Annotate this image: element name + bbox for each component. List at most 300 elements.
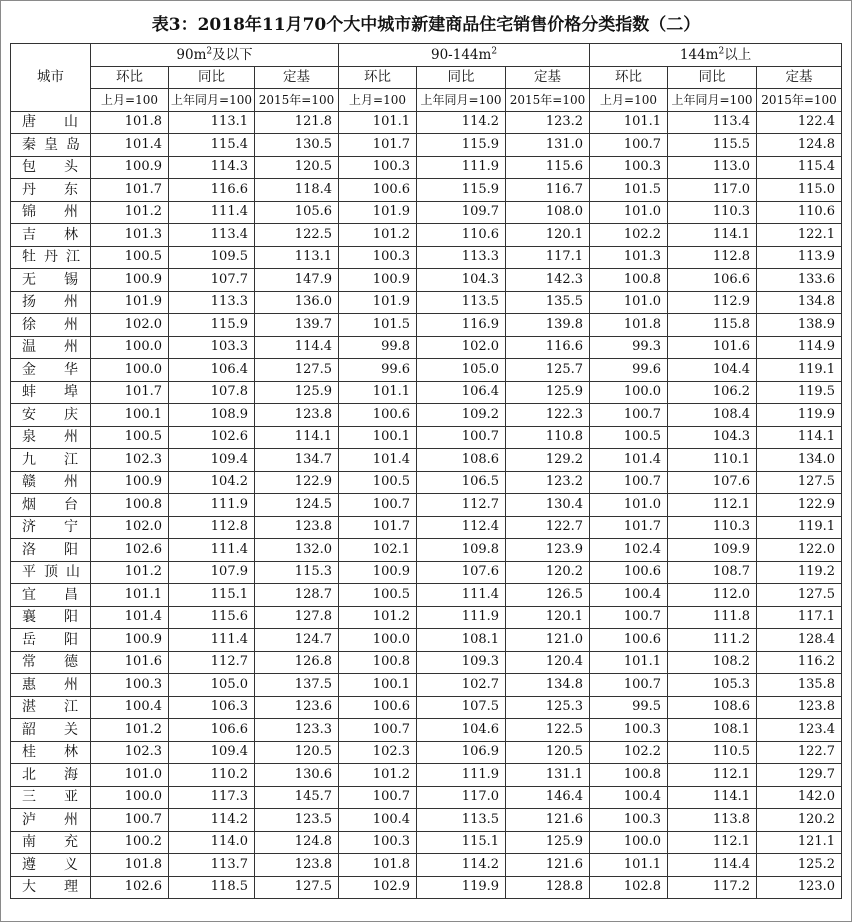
index-value-cell: 117.3 xyxy=(169,786,255,809)
index-value-cell: 134.0 xyxy=(757,449,842,472)
city-cell: 金华 xyxy=(11,359,91,382)
index-value-cell: 100.4 xyxy=(590,786,668,809)
index-value-cell: 113.3 xyxy=(417,246,506,269)
index-value-cell: 106.5 xyxy=(417,471,506,494)
index-value-cell: 112.1 xyxy=(668,494,757,517)
index-value-cell: 101.5 xyxy=(339,314,417,337)
index-value-cell: 120.1 xyxy=(506,606,590,629)
index-value-cell: 114.2 xyxy=(169,809,255,832)
index-value-cell: 114.1 xyxy=(255,426,339,449)
index-value-cell: 117.1 xyxy=(757,606,842,629)
city-cell: 惠州 xyxy=(11,674,91,697)
index-value-cell: 102.0 xyxy=(91,314,169,337)
index-value-cell: 111.9 xyxy=(169,494,255,517)
index-value-cell: 101.7 xyxy=(339,134,417,157)
index-value-cell: 134.7 xyxy=(255,449,339,472)
index-value-cell: 129.7 xyxy=(757,764,842,787)
index-value-cell: 100.0 xyxy=(590,831,668,854)
index-value-cell: 119.1 xyxy=(757,516,842,539)
index-value-cell: 100.5 xyxy=(91,246,169,269)
index-value-cell: 127.5 xyxy=(255,359,339,382)
index-value-cell: 122.7 xyxy=(506,516,590,539)
price-index-table xyxy=(10,43,842,899)
index-value-cell: 100.3 xyxy=(91,674,169,697)
index-value-cell: 110.1 xyxy=(668,449,757,472)
index-value-cell: 145.7 xyxy=(255,786,339,809)
city-cell: 扬州 xyxy=(11,291,91,314)
index-value-cell: 102.2 xyxy=(590,741,668,764)
index-value-cell: 99.6 xyxy=(590,359,668,382)
index-value-cell: 100.9 xyxy=(91,156,169,179)
index-value-cell: 121.0 xyxy=(506,629,590,652)
index-value-cell: 100.5 xyxy=(91,426,169,449)
index-value-cell: 100.9 xyxy=(339,269,417,292)
city-cell: 吉林 xyxy=(11,224,91,247)
index-value-cell: 106.4 xyxy=(169,359,255,382)
table-row xyxy=(11,696,842,719)
table-row xyxy=(11,314,842,337)
table-row xyxy=(11,224,842,247)
base-header-prev-month: 上月=100 xyxy=(339,89,417,112)
index-value-cell: 101.1 xyxy=(590,651,668,674)
index-value-cell: 107.7 xyxy=(169,269,255,292)
index-value-cell: 139.7 xyxy=(255,314,339,337)
index-value-cell: 99.5 xyxy=(590,696,668,719)
index-value-cell: 114.1 xyxy=(668,224,757,247)
index-value-cell: 114.9 xyxy=(757,336,842,359)
city-cell: 岳阳 xyxy=(11,629,91,652)
index-value-cell: 101.2 xyxy=(91,719,169,742)
table-row xyxy=(11,201,842,224)
table-row xyxy=(11,786,842,809)
index-value-cell: 120.1 xyxy=(506,224,590,247)
index-value-cell: 101.8 xyxy=(339,854,417,877)
index-value-cell: 126.8 xyxy=(255,651,339,674)
table-row xyxy=(11,336,842,359)
index-value-cell: 107.6 xyxy=(417,561,506,584)
city-cell: 宜昌 xyxy=(11,584,91,607)
index-value-cell: 101.6 xyxy=(668,336,757,359)
index-value-cell: 101.9 xyxy=(339,291,417,314)
index-value-cell: 100.0 xyxy=(91,336,169,359)
index-value-cell: 131.1 xyxy=(506,764,590,787)
index-value-cell: 100.5 xyxy=(590,426,668,449)
index-value-cell: 123.6 xyxy=(255,696,339,719)
index-value-cell: 121.8 xyxy=(255,111,339,134)
index-value-cell: 137.5 xyxy=(255,674,339,697)
index-value-cell: 111.8 xyxy=(668,606,757,629)
index-value-cell: 116.6 xyxy=(169,179,255,202)
index-value-cell: 106.3 xyxy=(169,696,255,719)
index-value-cell: 102.1 xyxy=(339,539,417,562)
city-cell: 泸州 xyxy=(11,809,91,832)
index-value-cell: 106.2 xyxy=(668,381,757,404)
index-value-cell: 100.1 xyxy=(339,674,417,697)
index-value-cell: 139.8 xyxy=(506,314,590,337)
index-value-cell: 122.7 xyxy=(757,741,842,764)
index-value-cell: 101.0 xyxy=(590,494,668,517)
index-value-cell: 123.3 xyxy=(255,719,339,742)
index-value-cell: 109.5 xyxy=(169,246,255,269)
table-row xyxy=(11,674,842,697)
index-value-cell: 102.6 xyxy=(91,539,169,562)
index-value-cell: 112.7 xyxy=(417,494,506,517)
index-value-cell: 101.1 xyxy=(590,111,668,134)
index-value-cell: 106.6 xyxy=(668,269,757,292)
table-row xyxy=(11,269,842,292)
index-value-cell: 115.1 xyxy=(417,831,506,854)
index-value-cell: 122.0 xyxy=(757,539,842,562)
city-cell: 北海 xyxy=(11,764,91,787)
index-value-cell: 122.5 xyxy=(255,224,339,247)
index-value-cell: 100.0 xyxy=(91,359,169,382)
city-cell: 无锡 xyxy=(11,269,91,292)
index-value-cell: 115.4 xyxy=(757,156,842,179)
index-value-cell: 125.2 xyxy=(757,854,842,877)
index-value-cell: 102.0 xyxy=(91,516,169,539)
index-value-cell: 110.3 xyxy=(668,201,757,224)
index-value-cell: 119.2 xyxy=(757,561,842,584)
table-row xyxy=(11,381,842,404)
index-value-cell: 123.0 xyxy=(757,876,842,899)
index-value-cell: 120.5 xyxy=(506,741,590,764)
index-value-cell: 125.9 xyxy=(506,381,590,404)
index-value-cell: 123.4 xyxy=(757,719,842,742)
index-value-cell: 100.7 xyxy=(590,404,668,427)
index-value-cell: 123.2 xyxy=(506,111,590,134)
table-row xyxy=(11,134,842,157)
index-value-cell: 101.2 xyxy=(91,201,169,224)
index-value-cell: 100.9 xyxy=(339,561,417,584)
index-value-cell: 107.6 xyxy=(668,471,757,494)
index-value-cell: 100.1 xyxy=(339,426,417,449)
city-cell: 韶关 xyxy=(11,719,91,742)
index-value-cell: 109.3 xyxy=(417,651,506,674)
index-value-cell: 120.2 xyxy=(506,561,590,584)
index-value-cell: 113.5 xyxy=(417,291,506,314)
index-value-cell: 102.6 xyxy=(91,876,169,899)
index-value-cell: 114.2 xyxy=(417,854,506,877)
index-value-cell: 111.9 xyxy=(417,764,506,787)
index-value-cell: 114.1 xyxy=(757,426,842,449)
index-value-cell: 130.5 xyxy=(255,134,339,157)
index-value-cell: 101.2 xyxy=(339,606,417,629)
index-value-cell: 121.6 xyxy=(506,809,590,832)
index-value-cell: 108.4 xyxy=(668,404,757,427)
index-value-cell: 101.1 xyxy=(339,111,417,134)
index-value-cell: 113.7 xyxy=(169,854,255,877)
index-value-cell: 126.5 xyxy=(506,584,590,607)
index-value-cell: 112.0 xyxy=(668,584,757,607)
table-row xyxy=(11,471,842,494)
index-value-cell: 101.1 xyxy=(91,584,169,607)
table-body xyxy=(11,111,842,899)
index-value-cell: 102.7 xyxy=(417,674,506,697)
index-value-cell: 101.1 xyxy=(590,854,668,877)
index-value-cell: 100.9 xyxy=(91,269,169,292)
index-value-cell: 102.2 xyxy=(590,224,668,247)
index-value-cell: 101.2 xyxy=(339,224,417,247)
index-value-cell: 128.8 xyxy=(506,876,590,899)
index-value-cell: 109.8 xyxy=(417,539,506,562)
index-value-cell: 123.5 xyxy=(255,809,339,832)
index-value-cell: 106.6 xyxy=(169,719,255,742)
city-cell: 三亚 xyxy=(11,786,91,809)
index-value-cell: 100.0 xyxy=(91,786,169,809)
metric-header-fixed: 定基 xyxy=(506,66,590,89)
index-value-cell: 100.7 xyxy=(339,786,417,809)
city-cell: 九江 xyxy=(11,449,91,472)
index-value-cell: 108.6 xyxy=(417,449,506,472)
index-value-cell: 100.6 xyxy=(590,561,668,584)
index-value-cell: 116.9 xyxy=(417,314,506,337)
index-value-cell: 105.0 xyxy=(169,674,255,697)
index-value-cell: 100.8 xyxy=(590,269,668,292)
index-value-cell: 102.3 xyxy=(91,449,169,472)
index-value-cell: 108.1 xyxy=(417,629,506,652)
table-row xyxy=(11,651,842,674)
base-header-prev-month: 上月=100 xyxy=(590,89,668,112)
index-value-cell: 100.6 xyxy=(339,696,417,719)
index-value-cell: 101.4 xyxy=(590,449,668,472)
index-value-cell: 100.3 xyxy=(339,246,417,269)
index-value-cell: 119.5 xyxy=(757,381,842,404)
table-row xyxy=(11,426,842,449)
index-value-cell: 115.6 xyxy=(506,156,590,179)
index-value-cell: 112.7 xyxy=(169,651,255,674)
index-value-cell: 136.0 xyxy=(255,291,339,314)
index-value-cell: 117.0 xyxy=(417,786,506,809)
index-value-cell: 113.0 xyxy=(668,156,757,179)
index-value-cell: 114.0 xyxy=(169,831,255,854)
index-value-cell: 101.3 xyxy=(91,224,169,247)
index-value-cell: 100.8 xyxy=(91,494,169,517)
index-value-cell: 99.6 xyxy=(339,359,417,382)
index-value-cell: 146.4 xyxy=(506,786,590,809)
index-value-cell: 102.3 xyxy=(91,741,169,764)
index-value-cell: 128.7 xyxy=(255,584,339,607)
index-value-cell: 101.0 xyxy=(91,764,169,787)
index-value-cell: 119.9 xyxy=(417,876,506,899)
index-value-cell: 123.2 xyxy=(506,471,590,494)
city-cell: 湛江 xyxy=(11,696,91,719)
index-value-cell: 112.1 xyxy=(668,764,757,787)
group-header-large: $144m^2$以上 xyxy=(590,44,842,67)
index-value-cell: 119.1 xyxy=(757,359,842,382)
index-value-cell: 100.1 xyxy=(91,404,169,427)
index-value-cell: 100.4 xyxy=(339,809,417,832)
index-value-cell: 111.2 xyxy=(668,629,757,652)
table-row xyxy=(11,809,842,832)
index-value-cell: 125.7 xyxy=(506,359,590,382)
table-title: 表3：2018年11月70个大中城市新建商品住宅销售价格分类指数（二） xyxy=(151,15,701,35)
index-value-cell: 125.3 xyxy=(506,696,590,719)
index-value-cell: 115.8 xyxy=(668,314,757,337)
index-value-cell: 106.9 xyxy=(417,741,506,764)
index-value-cell: 99.3 xyxy=(590,336,668,359)
city-cell: 常德 xyxy=(11,651,91,674)
index-value-cell: 104.6 xyxy=(417,719,506,742)
index-value-cell: 100.9 xyxy=(91,629,169,652)
index-value-cell: 101.3 xyxy=(590,246,668,269)
index-value-cell: 110.6 xyxy=(417,224,506,247)
index-value-cell: 100.6 xyxy=(339,404,417,427)
index-value-cell: 110.8 xyxy=(506,426,590,449)
index-value-cell: 101.0 xyxy=(590,291,668,314)
index-value-cell: 120.2 xyxy=(757,809,842,832)
index-value-cell: 124.5 xyxy=(255,494,339,517)
index-value-cell: 108.0 xyxy=(506,201,590,224)
metric-header-yoy: 同比 xyxy=(417,66,506,89)
index-value-cell: 117.2 xyxy=(668,876,757,899)
index-value-cell: 101.1 xyxy=(339,381,417,404)
index-value-cell: 110.5 xyxy=(668,741,757,764)
table-row xyxy=(11,831,842,854)
index-value-cell: 113.4 xyxy=(668,111,757,134)
index-value-cell: 131.0 xyxy=(506,134,590,157)
metric-header-mom: 环比 xyxy=(91,66,169,89)
index-value-cell: 108.1 xyxy=(668,719,757,742)
index-value-cell: 111.9 xyxy=(417,606,506,629)
index-value-cell: 100.7 xyxy=(339,719,417,742)
index-value-cell: 100.3 xyxy=(339,156,417,179)
index-value-cell: 103.3 xyxy=(169,336,255,359)
metric-header-yoy: 同比 xyxy=(169,66,255,89)
base-header-prev-month: 上月=100 xyxy=(91,89,169,112)
table-row xyxy=(11,516,842,539)
city-cell: 平顶山 xyxy=(11,561,91,584)
index-value-cell: 100.7 xyxy=(339,494,417,517)
index-value-cell: 129.2 xyxy=(506,449,590,472)
index-value-cell: 105.6 xyxy=(255,201,339,224)
index-value-cell: 125.9 xyxy=(255,381,339,404)
index-value-cell: 101.8 xyxy=(91,111,169,134)
table-row xyxy=(11,246,842,269)
index-value-cell: 104.2 xyxy=(169,471,255,494)
index-value-cell: 116.2 xyxy=(757,651,842,674)
index-value-cell: 128.4 xyxy=(757,629,842,652)
index-value-cell: 135.8 xyxy=(757,674,842,697)
index-value-cell: 114.1 xyxy=(668,786,757,809)
city-cell: 温州 xyxy=(11,336,91,359)
index-value-cell: 102.9 xyxy=(339,876,417,899)
metric-header-fixed: 定基 xyxy=(757,66,842,89)
index-value-cell: 102.6 xyxy=(169,426,255,449)
table-row xyxy=(11,359,842,382)
index-value-cell: 113.1 xyxy=(255,246,339,269)
index-value-cell: 111.9 xyxy=(417,156,506,179)
index-value-cell: 101.8 xyxy=(590,314,668,337)
index-value-cell: 122.3 xyxy=(506,404,590,427)
city-cell: 牡丹江 xyxy=(11,246,91,269)
index-value-cell: 108.6 xyxy=(668,696,757,719)
index-value-cell: 101.7 xyxy=(91,179,169,202)
index-value-cell: 109.9 xyxy=(668,539,757,562)
index-value-cell: 112.9 xyxy=(668,291,757,314)
index-value-cell: 123.8 xyxy=(255,854,339,877)
index-value-cell: 105.0 xyxy=(417,359,506,382)
index-value-cell: 111.4 xyxy=(169,629,255,652)
index-value-cell: 115.4 xyxy=(169,134,255,157)
city-cell: 烟台 xyxy=(11,494,91,517)
table-row xyxy=(11,584,842,607)
index-value-cell: 127.5 xyxy=(757,471,842,494)
index-value-cell: 100.7 xyxy=(91,809,169,832)
index-value-cell: 114.2 xyxy=(417,111,506,134)
city-cell: 蚌埠 xyxy=(11,381,91,404)
index-value-cell: 121.6 xyxy=(506,854,590,877)
index-value-cell: 115.3 xyxy=(255,561,339,584)
index-value-cell: 124.7 xyxy=(255,629,339,652)
index-value-cell: 108.7 xyxy=(668,561,757,584)
index-value-cell: 102.8 xyxy=(590,876,668,899)
index-value-cell: 113.8 xyxy=(668,809,757,832)
index-value-cell: 100.9 xyxy=(91,471,169,494)
index-value-cell: 130.6 xyxy=(255,764,339,787)
index-value-cell: 110.6 xyxy=(757,201,842,224)
index-value-cell: 101.6 xyxy=(91,651,169,674)
index-value-cell: 142.3 xyxy=(506,269,590,292)
city-cell: 赣州 xyxy=(11,471,91,494)
index-value-cell: 101.5 xyxy=(590,179,668,202)
metric-header-yoy: 同比 xyxy=(668,66,757,89)
index-value-cell: 100.7 xyxy=(590,471,668,494)
index-value-cell: 115.9 xyxy=(417,134,506,157)
index-value-cell: 111.4 xyxy=(169,539,255,562)
index-value-cell: 101.2 xyxy=(339,764,417,787)
index-value-cell: 117.1 xyxy=(506,246,590,269)
index-value-cell: 100.6 xyxy=(590,629,668,652)
index-value-cell: 119.9 xyxy=(757,404,842,427)
table-row xyxy=(11,741,842,764)
index-value-cell: 113.9 xyxy=(757,246,842,269)
index-value-cell: 100.5 xyxy=(339,584,417,607)
index-value-cell: 100.3 xyxy=(590,719,668,742)
index-value-cell: 108.9 xyxy=(169,404,255,427)
table-row xyxy=(11,606,842,629)
table-row xyxy=(11,764,842,787)
index-value-cell: 115.9 xyxy=(169,314,255,337)
index-value-cell: 100.2 xyxy=(91,831,169,854)
group-header-small: $90m^2$及以下 xyxy=(91,44,339,67)
index-value-cell: 123.8 xyxy=(757,696,842,719)
index-value-cell: 104.4 xyxy=(668,359,757,382)
index-value-cell: 113.3 xyxy=(169,291,255,314)
index-value-cell: 109.4 xyxy=(169,449,255,472)
index-value-cell: 100.0 xyxy=(590,381,668,404)
city-cell: 南充 xyxy=(11,831,91,854)
index-value-cell: 115.9 xyxy=(417,179,506,202)
index-value-cell: 116.7 xyxy=(506,179,590,202)
index-value-cell: 120.4 xyxy=(506,651,590,674)
table-row xyxy=(11,876,842,899)
index-value-cell: 115.1 xyxy=(169,584,255,607)
index-value-cell: 114.4 xyxy=(255,336,339,359)
group-header-medium: $90-144m^2$ xyxy=(339,44,590,67)
index-value-cell: 117.0 xyxy=(668,179,757,202)
index-value-cell: 120.5 xyxy=(255,741,339,764)
index-value-cell: 125.9 xyxy=(506,831,590,854)
table-row xyxy=(11,111,842,134)
index-value-cell: 107.8 xyxy=(169,381,255,404)
city-cell: 济宁 xyxy=(11,516,91,539)
index-value-cell: 100.3 xyxy=(590,156,668,179)
index-value-cell: 101.4 xyxy=(339,449,417,472)
table-row xyxy=(11,156,842,179)
index-value-cell: 112.8 xyxy=(169,516,255,539)
city-cell: 桂林 xyxy=(11,741,91,764)
index-value-cell: 100.3 xyxy=(339,831,417,854)
